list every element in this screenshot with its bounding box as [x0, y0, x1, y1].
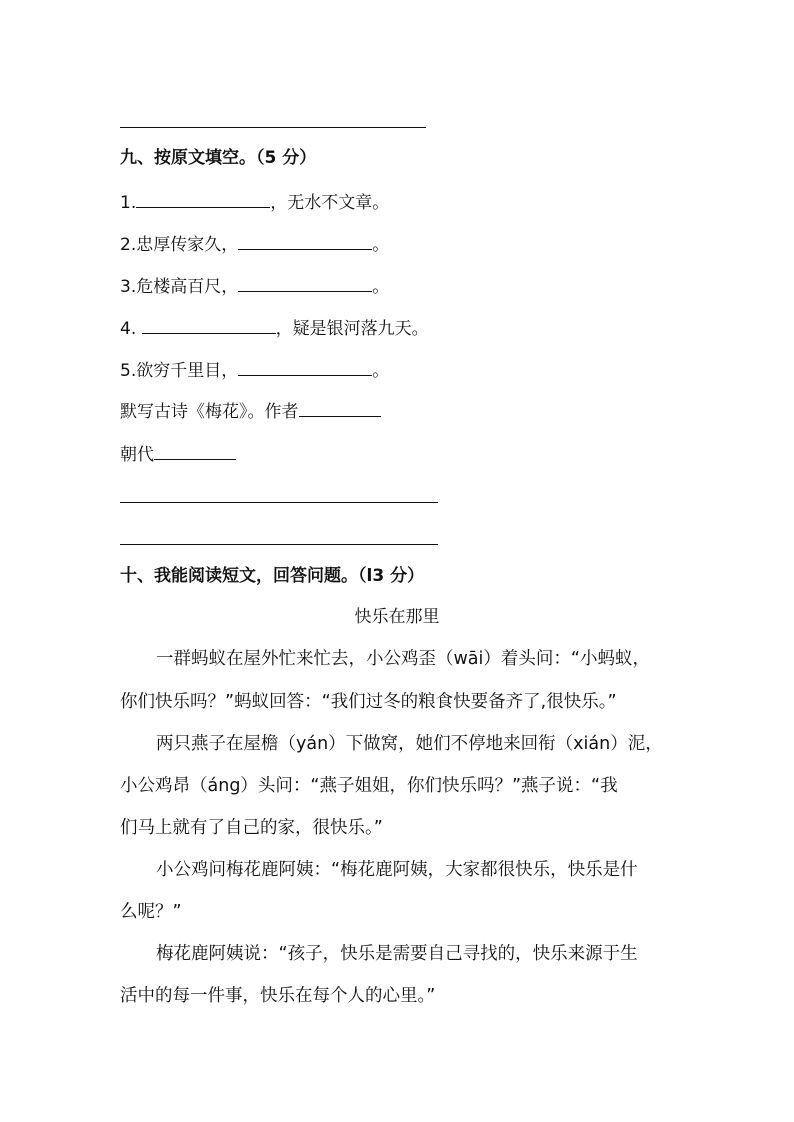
story-line-6: 小公鸡问梅花鹿阿姨：“梅花鹿阿姨，大家都很快乐，快乐是什: [156, 860, 638, 880]
section10-heading: 十、我能阅读短文，回答问题。（l3 分）: [120, 566, 425, 586]
story-title: 快乐在那里: [354, 607, 440, 627]
answer-line-top[interactable]: [120, 127, 426, 128]
poem-answer-line-2[interactable]: [120, 544, 438, 545]
author-blank[interactable]: [299, 398, 381, 417]
story-line-8: 梅花鹿阿姨说：“孩子，快乐是需要自己寻找的，快乐来源于生: [156, 944, 638, 964]
dynasty-line: 朝代: [120, 441, 236, 467]
fill-blank-5[interactable]: [238, 357, 372, 376]
poem-prompt: 默写古诗《梅花》。作者: [120, 398, 381, 424]
fill-item-5: 5.欲穷千里目， 。: [120, 357, 389, 383]
section9-heading: 九、按原文填空。（5 分）: [120, 148, 317, 168]
fill-item-2: 2.忠厚传家久， 。: [120, 231, 389, 257]
fill-item-3: 3.危楼高百尺， 。: [120, 273, 389, 299]
fill-blank-4[interactable]: [142, 315, 276, 334]
fill-blank-1[interactable]: [136, 189, 270, 208]
fill-blank-3[interactable]: [238, 273, 372, 292]
story-line-5: 们马上就有了自己的家，很快乐。”: [120, 818, 383, 838]
fill-blank-2[interactable]: [238, 231, 372, 250]
fill-item-1: 1. ，无水不文章。: [120, 189, 389, 215]
story-line-2: 你们快乐吗？”蚂蚁回答：“我们过冬的粮食快要备齐了,很快乐。”: [120, 692, 617, 712]
story-line-9: 活中的每一件事，快乐在每个人的心里。”: [120, 986, 436, 1006]
fill-item-4: 4. ，疑是银河落九天。: [120, 315, 429, 341]
story-line-3: 两只燕子在屋檐（yán）下做窝，她们不停地来回衔（xián）泥，: [156, 734, 663, 754]
poem-answer-line-1[interactable]: [120, 502, 438, 503]
dynasty-blank[interactable]: [154, 441, 236, 460]
story-line-4: 小公鸡昂（áng）头问：“燕子姐姐，你们快乐吗？”燕子说：“我: [120, 776, 618, 796]
story-line-7: 么呢？”: [120, 902, 182, 922]
story-line-1: 一群蚂蚁在屋外忙来忙去，小公鸡歪（wāi）着头问：“小蚂蚁，: [156, 649, 650, 669]
